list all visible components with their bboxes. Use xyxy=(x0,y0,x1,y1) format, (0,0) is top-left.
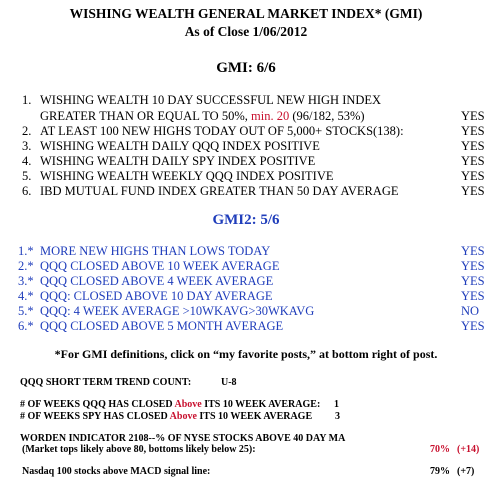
gmi2-item-answer: YES xyxy=(461,289,485,303)
gmi-item-answer: YES xyxy=(461,124,485,138)
gmi2-item-num: 5.* xyxy=(18,304,34,318)
gmi2-item-answer: YES xyxy=(461,274,485,288)
macd-change: (+7) xyxy=(457,466,475,477)
weeks-qqq: # OF WEEKS QQQ HAS CLOSED Above ITS 10 WEEK AVERAGE: xyxy=(20,399,321,410)
gmi2-item-text: QQQ CLOSED ABOVE 10 WEEK AVERAGE xyxy=(40,259,280,273)
gmi-item-text: AT LEAST 100 NEW HIGHS TODAY OUT OF 5,000+ STOCKS(138): xyxy=(40,124,404,138)
gmi-item-text: WISHING WEALTH WEEKLY QQQ INDEX POSITIVE xyxy=(40,169,334,183)
worden-label: WORDEN INDICATOR 2108--% OF NYSE STOCKS ABOVE 40 DAY MA xyxy=(20,433,346,444)
gmi2-item-text: QQQ: 4 WEEK AVERAGE >10WKAVG>30WKAVG xyxy=(40,304,315,318)
gmi2-item-text: MORE NEW HIGHS THAN LOWS TODAY xyxy=(40,244,271,258)
page-title: WISHING WEALTH GENERAL MARKET INDEX* (GMI) xyxy=(69,6,423,21)
gmi-item-answer: YES xyxy=(461,109,485,123)
gmi2-item-num: 3.* xyxy=(18,274,34,288)
gmi-item-text: WISHING WEALTH 10 DAY SUCCESSFUL NEW HIGH INDEX xyxy=(40,93,382,107)
gmi2-item-answer: YES xyxy=(461,319,485,333)
gmi-item-text: WISHING WEALTH DAILY QQQ INDEX POSITIVE xyxy=(40,139,320,153)
macd-label: Nasdaq 100 stocks above MACD signal line: xyxy=(22,466,211,477)
trend-value: U-8 xyxy=(221,377,237,388)
gmi2-item-text: QQQ CLOSED ABOVE 5 MONTH AVERAGE xyxy=(40,319,284,333)
worden-note: (Market tops likely above 80, bottoms likely below 25): xyxy=(22,444,256,455)
gmi-item-answer: YES xyxy=(461,169,485,183)
weeks-spy-value: 3 xyxy=(335,411,340,422)
gmi-item-text: WISHING WEALTH DAILY SPY INDEX POSITIVE xyxy=(40,154,316,168)
gmi-item-num: 6. xyxy=(22,184,32,198)
gmi-item-text: IBD MUTUAL FUND INDEX GREATER THAN 50 DAY AVERAGE xyxy=(40,184,399,198)
gmi-item-num: 3. xyxy=(22,139,32,153)
gmi-item-text: GREATER THAN OR EQUAL TO 50%, min. 20 (96/182, 53%) xyxy=(40,109,365,123)
gmi-item-num: 5. xyxy=(22,169,32,183)
macd-value: 79% xyxy=(430,466,450,477)
gmi-item-num: 2. xyxy=(22,124,32,138)
gmi2-item-num: 2.* xyxy=(18,259,34,273)
worden-change: (+14) xyxy=(457,444,480,455)
gmi2-item-text: QQQ CLOSED ABOVE 4 WEEK AVERAGE xyxy=(40,274,274,288)
weeks-qqq-value: 1 xyxy=(334,399,339,410)
trend-label: QQQ SHORT TERM TREND COUNT: xyxy=(20,377,192,388)
gmi2-item-num: 1.* xyxy=(18,244,34,258)
gmi2-item-num: 4.* xyxy=(18,289,34,303)
min-threshold: min. 20 xyxy=(251,109,290,123)
gmi-item-answer: YES xyxy=(461,154,485,168)
gmi2-item-text: QQQ: CLOSED ABOVE 10 DAY AVERAGE xyxy=(40,289,273,303)
footnote: *For GMI definitions, click on “my favorite posts,” at bottom right of post. xyxy=(54,347,438,361)
gmi2-item-answer: YES xyxy=(461,244,485,258)
gmi-item-answer: YES xyxy=(461,139,485,153)
page-subtitle: As of Close 1/06/2012 xyxy=(184,24,308,39)
gmi-score: GMI: 6/6 xyxy=(216,60,276,76)
gmi2-item-num: 6.* xyxy=(18,319,34,333)
gmi2-score: GMI2: 5/6 xyxy=(212,212,280,228)
gmi2-item-answer: NO xyxy=(461,304,480,318)
gmi-item-num: 1. xyxy=(22,93,32,107)
gmi2-item-answer: YES xyxy=(461,259,485,273)
gmi-item-num: 4. xyxy=(22,154,32,168)
worden-value: 70% xyxy=(430,444,450,455)
weeks-spy: # OF WEEKS SPY HAS CLOSED Above ITS 10 WEEK AVERAGE xyxy=(20,411,313,422)
gmi-item-answer: YES xyxy=(461,184,485,198)
